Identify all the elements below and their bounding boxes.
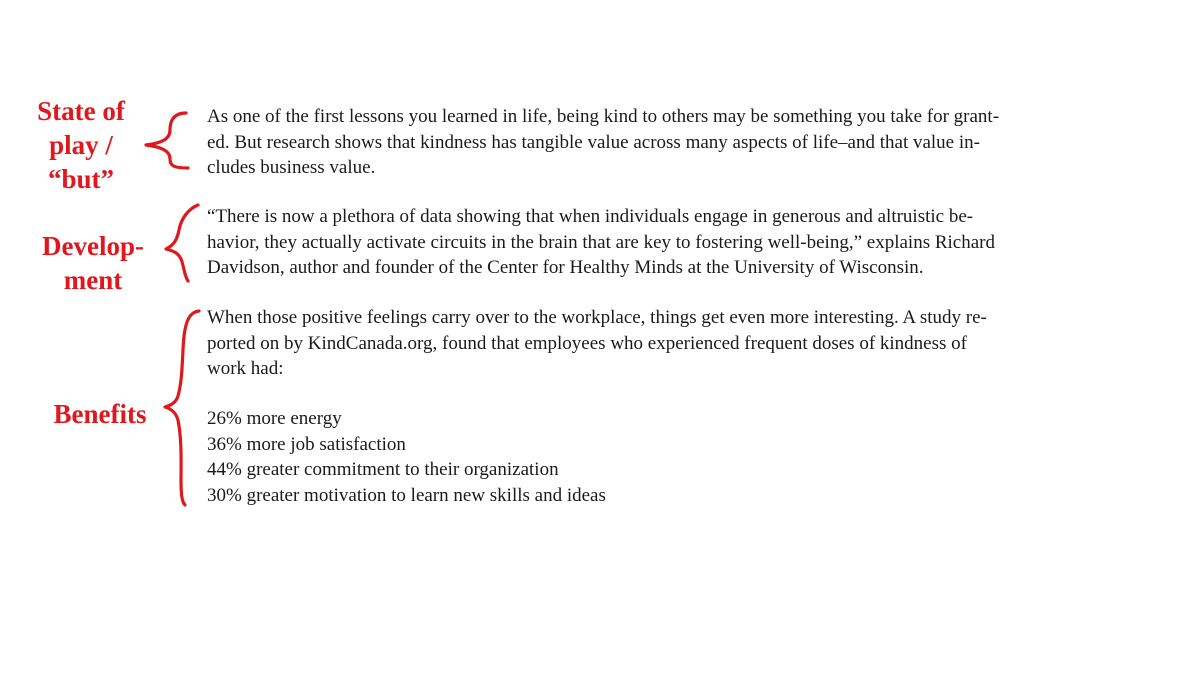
text-line: When those positive feelings carry over to the workplace, things get even more interesting. A study re-: [207, 307, 987, 328]
annotation-line: Develop-: [42, 231, 144, 261]
text-line: ported on by KindCanada.org, found that employees who experienced frequent doses of kindness of: [207, 332, 967, 354]
text-line: As one of the first lessons you learned in life, being kind to others may be something you take for grant-: [207, 106, 1000, 127]
text-line: work had:: [207, 358, 284, 379]
list-item: 44% greater commitment to their organization: [207, 459, 559, 480]
list-item: 26% more energy: [207, 408, 342, 429]
benefit-stats-list: [207, 406, 606, 508]
paragraph-benefits-intro: [207, 305, 1087, 382]
annotation-line: ment: [63, 265, 123, 295]
text-line: cludes business value.: [207, 157, 376, 178]
list-item: 36% more job satisfaction: [207, 433, 406, 455]
annotation-line: “but”: [47, 164, 115, 194]
text-line: havior, they actually activate circuits in the brain that are key to fostering well-being,” explains Richard: [207, 231, 995, 253]
annotation-line: State of: [37, 96, 125, 126]
paragraph-development-quote: [207, 204, 1087, 281]
annotation-line: play /: [49, 130, 113, 160]
text-line: “There is now a plethora of data showing that when individuals engage in generous and altruistic be-: [207, 206, 974, 227]
text-line: ed. But research shows that kindness has tangible value across many aspects of life–and that value in-: [207, 131, 980, 153]
list-item: 30% greater motivation to learn new skills and ideas: [207, 484, 606, 506]
annotation-line: Benefits: [53, 399, 147, 429]
text-line: Davidson, author and founder of the Center for Healthy Minds at the University of Wisconsin.: [207, 257, 924, 278]
paragraph-state-of-play: [207, 104, 1087, 181]
